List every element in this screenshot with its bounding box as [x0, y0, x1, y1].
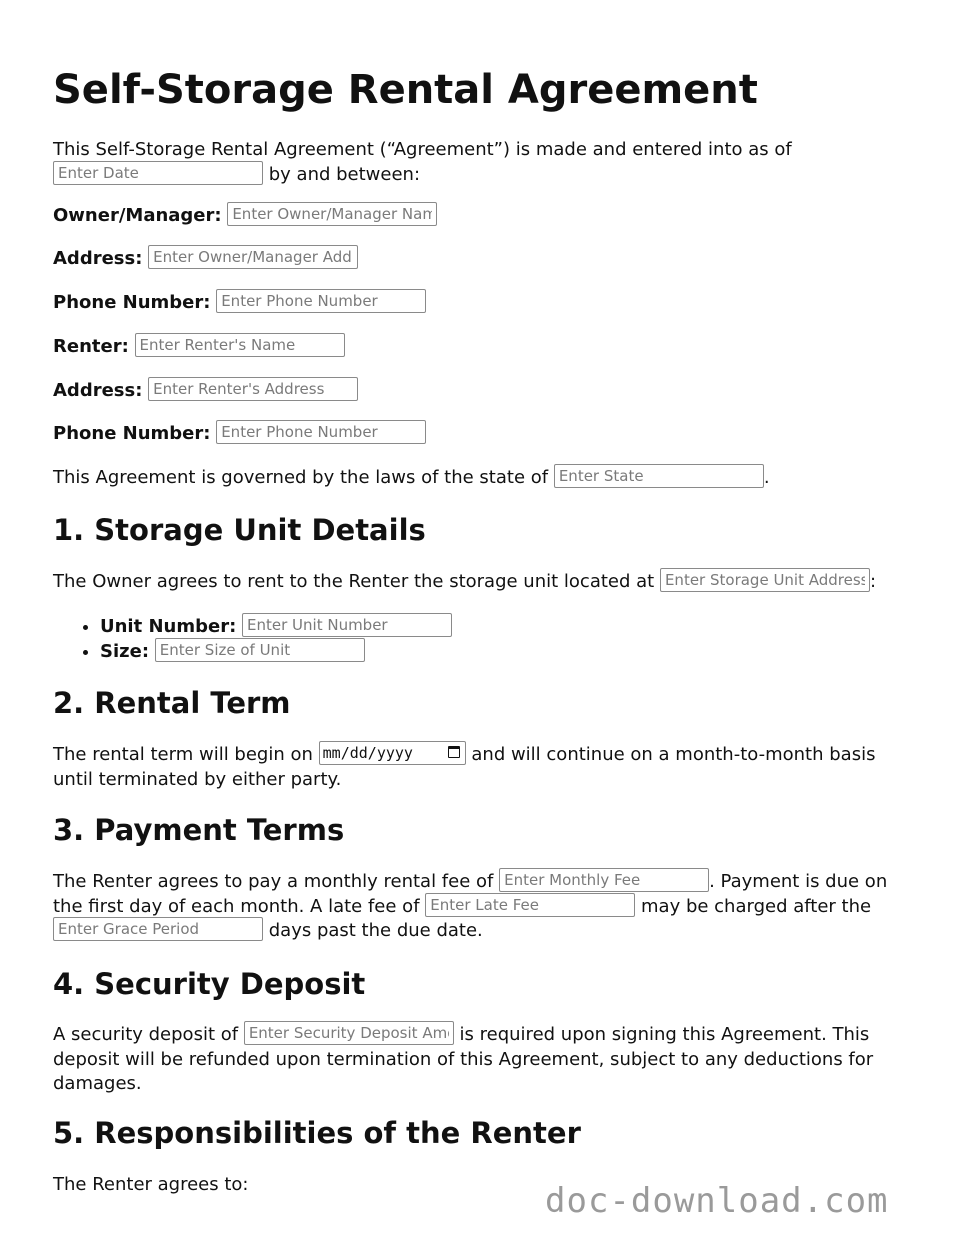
- rental-term-text-after: and will continue on a month-to-month basis until terminated by either party.: [53, 744, 876, 790]
- payment-text-3: may be charged after the: [641, 895, 872, 917]
- deposit-text-after: is required upon signing this Agreement. This deposit will be refunded upon termination of this Agreement, subject to any deductions for damages.: [53, 1024, 874, 1094]
- renter-name-row: [53, 335, 345, 359]
- owner-address-row: [53, 247, 358, 271]
- late-fee-input[interactable]: [425, 893, 635, 917]
- payment-text-4: days past the due date.: [268, 920, 483, 941]
- deposit-text-before: A security deposit of: [53, 1024, 239, 1045]
- storage-unit-address-input[interactable]: [660, 568, 870, 592]
- governing-law-row: [53, 466, 770, 490]
- owner-name-row: [53, 204, 437, 228]
- calendar-icon[interactable]: [448, 746, 460, 758]
- intro-text-after: by and between:: [268, 163, 421, 185]
- intro-text-before: This Self-Storage Rental Agreement (“Agreement”) is made and entered into as of: [53, 139, 792, 160]
- owner-address-label: Address:: [53, 248, 143, 269]
- security-deposit-paragraph: [53, 1023, 913, 1097]
- owner-phone-input[interactable]: [216, 289, 426, 313]
- owner-name-label: Owner/Manager:: [53, 205, 222, 226]
- payment-terms-paragraph: [53, 870, 913, 944]
- owner-phone-row: [53, 291, 426, 315]
- section-5-heading: 5. Responsibilities of the Renter: [53, 1116, 581, 1150]
- renter-address-row: [53, 379, 358, 403]
- renter-phone-label: Phone Number:: [53, 423, 211, 444]
- renter-address-input[interactable]: [148, 377, 358, 401]
- storage-location-row: [53, 570, 876, 594]
- renter-responsibilities-intro: The Renter agrees to:: [53, 1174, 249, 1195]
- watermark-text: doc-download.com: [545, 1181, 889, 1221]
- rental-term-text-before: The rental term will begin on: [53, 744, 313, 765]
- governing-text-before: This Agreement is governed by the laws of the state of: [53, 467, 549, 488]
- renter-name-input[interactable]: [135, 333, 345, 357]
- rental-term-paragraph: [53, 743, 913, 792]
- unit-number-label: Unit Number:: [100, 616, 237, 637]
- owner-address-input[interactable]: [148, 245, 358, 269]
- date-format-text: mm/dd/yyyy: [322, 744, 413, 762]
- intro-paragraph: [53, 138, 913, 187]
- unit-size-item: [100, 639, 452, 664]
- section-1-heading: 1. Storage Unit Details: [53, 513, 426, 547]
- storage-location-text: The Owner agrees to rent to the Renter the storage unit located at: [53, 571, 655, 592]
- renter-phone-row: [53, 422, 426, 446]
- unit-details-list: [53, 614, 452, 664]
- security-deposit-input[interactable]: [244, 1021, 454, 1045]
- section-3-heading: 3. Payment Terms: [53, 813, 345, 847]
- governing-text-after: .: [763, 467, 770, 488]
- unit-number-item: [100, 614, 452, 639]
- renter-name-label: Renter:: [53, 336, 129, 357]
- unit-size-input[interactable]: [155, 638, 365, 662]
- renter-address-label: Address:: [53, 380, 143, 401]
- payment-text-1: The Renter agrees to pay a monthly rental fee of: [53, 871, 494, 892]
- state-input[interactable]: [554, 464, 764, 488]
- owner-name-input[interactable]: [227, 202, 437, 226]
- grace-period-input[interactable]: [53, 917, 263, 941]
- section-4-heading: 4. Security Deposit: [53, 967, 366, 1001]
- section-2-heading: 2. Rental Term: [53, 686, 291, 720]
- unit-size-label: Size:: [100, 641, 150, 662]
- unit-number-input[interactable]: [242, 613, 452, 637]
- document-title: Self-Storage Rental Agreement: [53, 67, 758, 113]
- agreement-date-input[interactable]: [53, 161, 263, 185]
- start-date-input[interactable]: [319, 741, 466, 765]
- monthly-fee-input[interactable]: [499, 868, 709, 892]
- renter-phone-input[interactable]: [216, 420, 426, 444]
- payment-text-2: . Payment is due on the first day of each month. A late fee of: [53, 871, 888, 917]
- owner-phone-label: Phone Number:: [53, 292, 211, 313]
- storage-location-colon: :: [869, 571, 877, 592]
